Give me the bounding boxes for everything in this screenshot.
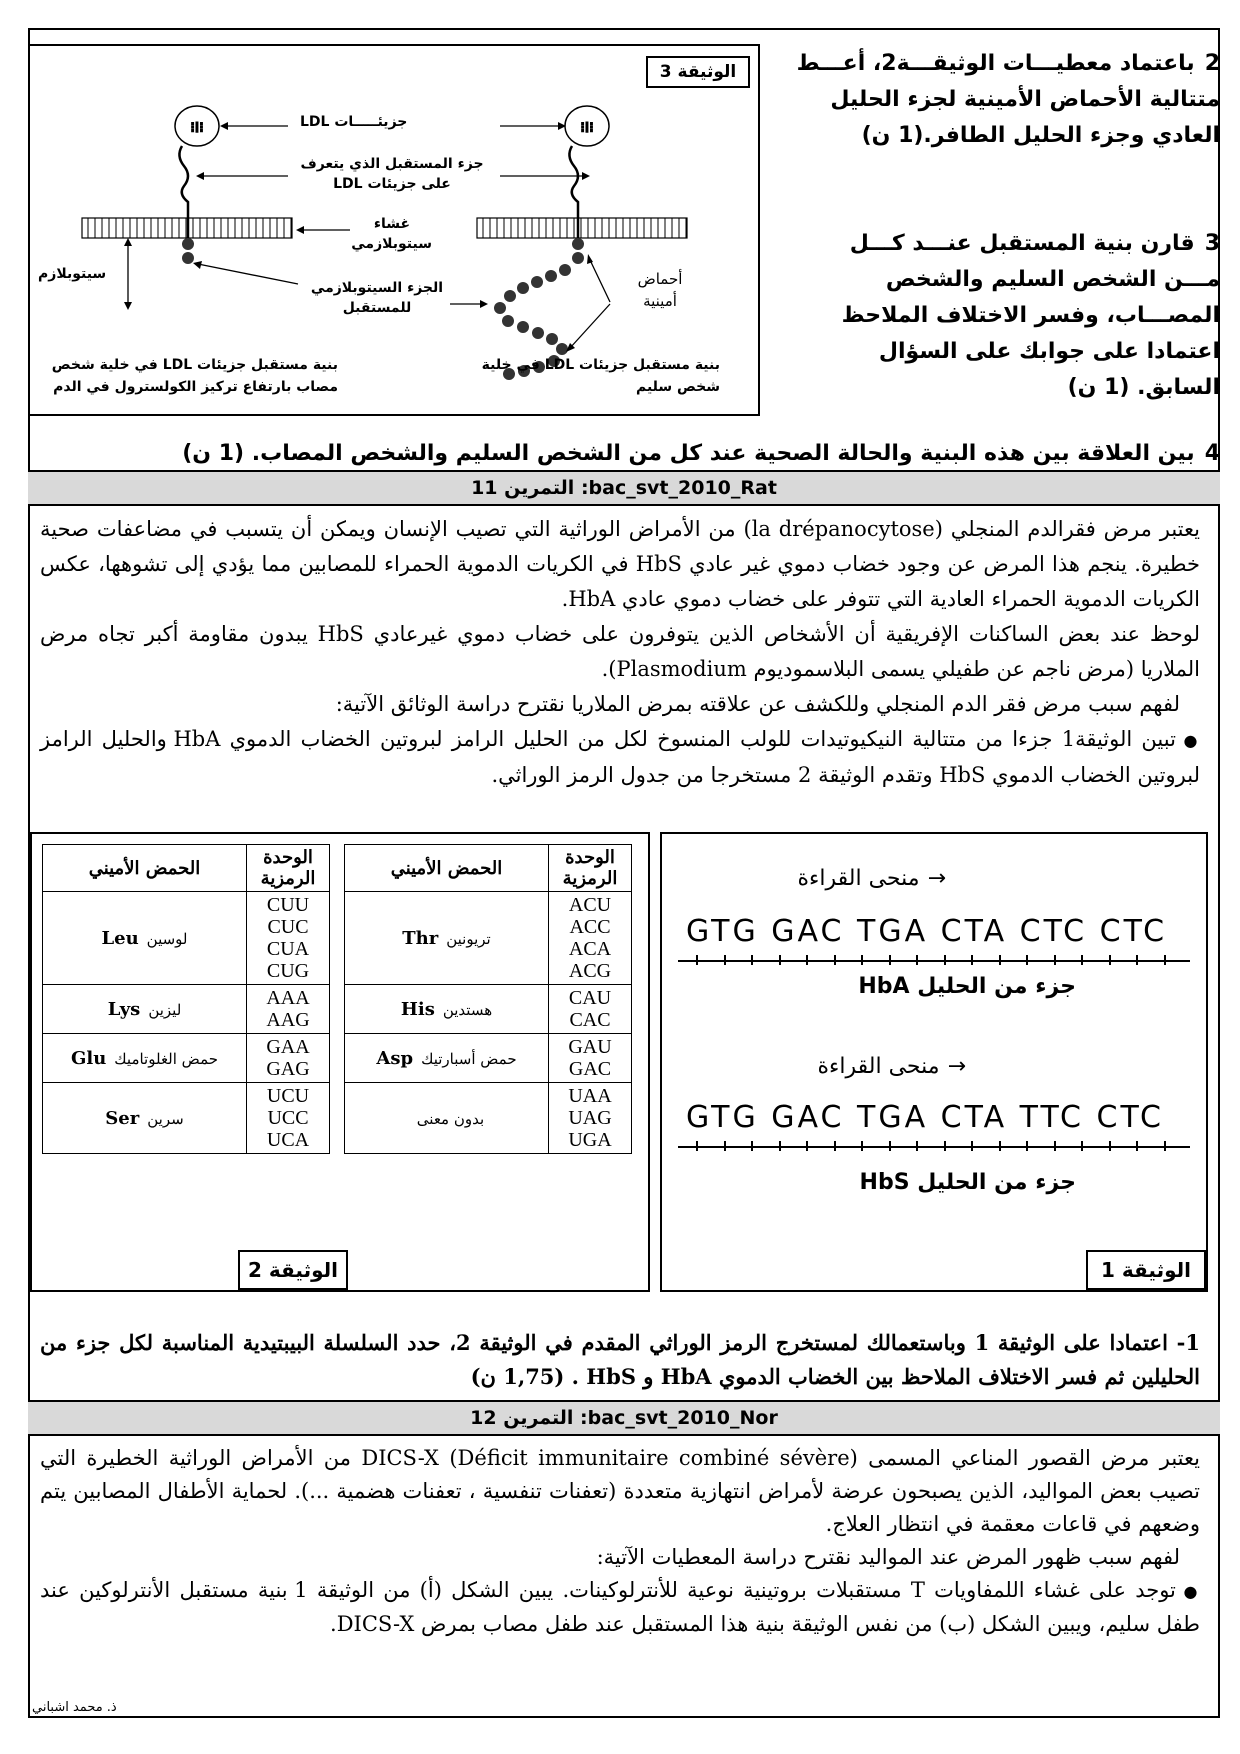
amino-acid-arabic: هستدين [442,1000,493,1019]
amino-acid-beads-left [182,238,194,264]
strand-tick [861,1141,863,1151]
caption-healthy: بنية مستقبل جزيئات LDL في خلية شخص سليم [481,357,720,395]
codon-cell: ACU ACC ACA ACG [549,892,632,985]
sequence-hba: GTG GAC TGA CTA CTC CTC [686,914,1168,949]
cyto-part-label: الجزء السيتوبلازمي للمستقبل [310,280,444,316]
amino-acid-cell [345,1083,549,1154]
strand-tick [751,1141,753,1151]
codon-cell: GAU GAC [549,1034,632,1083]
reading-dir-hba: →منحى القراءة [797,866,946,891]
strand-tick [1109,955,1111,965]
label-hba: جزء من الحليل HbA [858,974,1076,999]
ex11-p3: لفهم سبب مرض فقر الدم المنجلي وللكشف عن علاقته بمرض الملاريا نقترح دراسة الوثائق الآتية: [335,692,1180,716]
codon-row [43,1083,330,1154]
col-codon: الوحدة الرمزية [247,845,330,892]
codon-cell: GAA GAG [247,1034,330,1083]
amino-acid-abbrev: Glu [70,1047,107,1069]
doc3-title-box: الوثيقة 3 [646,56,750,88]
ex12-p1: يعتبر مرض القصور المناعي المسمى DICS-X (Déficit immunitaire combiné sévère) من الأمراض الوراثية الخطيرة التي تصيب بعض المواليد، الذين يصبحون عرضة لأمراض انتهازية متعددة (تعفنات تنفسية ، تعفنات هضمية ...). لحماية الأطفال المصابين يتم وضعهم في قاعات معقمة في انتظار العلاج. [40,1446,1200,1536]
ldl-particle-right [565,106,609,146]
strand-tick [971,955,973,965]
amino-acid-cell [43,892,247,985]
caption-sick: بنية مستقبل جزيئات LDL في خلية شخص مصاب بارتفاع تركيز الكولسترول في الدم [51,357,338,395]
ldl-label: جزيئـــــات LDL [300,114,408,130]
strand-tick [916,1141,918,1151]
strand-tick [779,1141,781,1151]
strand-tick [999,1141,1001,1151]
amino-acid-arabic: ليزين [148,1000,182,1019]
strand-tick [944,955,946,965]
doc2-figure [30,832,650,1292]
ex12-p3: ● توجد على غشاء اللمفاويات T مستقبلات بروتينية نوعية للأنترلوكينات. يبين الشكل (أ) من الوثيقة 1 بنية مستقبل الأنترلوكين عند طفل سليم، ويبين الشكل (ب) من نفس الوثيقة بنية هذا المستقبل عند طفل مصاب بمرض DICS-X. [40,1574,1200,1641]
strand-tick [889,955,891,965]
strand-tick [1164,1141,1166,1151]
strand-tick [1026,955,1028,965]
strand-tick [696,955,698,965]
codon-cell: CUU CUC CUA CUG [247,892,330,985]
question-3: 3قارن بنية المستقبل عنـــد كـــل مـــن الشخص السليم والشخص المصـــاب، وفسر الاختلاف الملاحظ اعتمادا على جوابك على السؤال السابق. (1 ن) [841,231,1220,400]
svg-text:⁝⁞⁝: ⁝⁞⁝ [580,120,594,136]
strand-tick [944,1141,946,1151]
amino-acid-cell [43,1083,247,1154]
amino-acid-abbrev: Ser [105,1107,140,1129]
strand-tick [1026,1141,1028,1151]
amino-acid-cell [345,1034,549,1083]
amino-acid-abbrev: Asp [376,1047,414,1069]
strand-tick [724,955,726,965]
strand-tick [806,955,808,965]
doc2-title-box: الوثيقة 2 [238,1250,348,1290]
codon-cell: AAA AAG [247,985,330,1034]
codon-row [345,892,632,985]
exercise-11-header: التمرين 11 :bac_svt_2010_Rat [28,470,1220,506]
ex11-question-1: 1- اعتمادا على الوثيقة 1 وباستعمالك لمستخرج الرمز الوراثي المقدم في الوثيقة 2، حدد السلسلة البيبتيدية المناسبة لكل جزء من الحليلين ثم فسر الاختلاف الملاحظ بين الخضاب الدموي HbA و HbS . (1,75 ن) [40,1330,1200,1389]
amino-acid-arabic: تريونين [446,929,491,948]
membrane-label: غشاء سيتوبلازمي [351,216,432,252]
strand-tick [1081,1141,1083,1151]
amino-acid-abbrev: Thr [402,927,439,949]
codon-row [345,985,632,1034]
question-2: 2باعتماد معطيـــات الوثيقـــة2، أعـــط متتالية الأحماض الأمينية لجزء الحليل العادي وجزء الحليل الطافر.(1 ن) [796,51,1220,148]
sequence-hbs-strand [678,1146,1190,1148]
strand-tick [1081,955,1083,965]
question-4: 4بين العلاقة بين هذه البنية والحالة الصحية عند كل من الشخص السليم والشخص المصاب. (1 ن) [182,441,1220,466]
col-aa: الحمض الأميني [345,845,549,892]
receptor-part-label: جزء المستقبل الذي يتعرف على جزيئات LDL [300,156,484,192]
strand-tick [889,1141,891,1151]
amino-acid-arabic: حمض الغلوتاميك [114,1049,219,1068]
amino-acid-cell [43,985,247,1034]
reading-dir-hbs: →منحى القراءة [817,1054,966,1079]
doc1-title-box: الوثيقة 1 [1086,1250,1206,1290]
amino-acid-abbrev: Leu [101,927,139,949]
codon-table-left [42,844,330,1154]
ex11-p4: ● تبين الوثيقة1 جزءا من متتالية النيكيوتيدات للولب المنسوخ لكل من الحليل الرامز لبروتين الخضاب الدموي HbA والحليل الرامز لبروتين الخضاب الدموي HbS وتقدم الوثيقة 2 مستخرجا من جدول الرمز الوراثي. [40,722,1200,793]
codon-row [345,1083,632,1154]
doc1-figure [660,832,1208,1292]
strand-tick [806,1141,808,1151]
strand-tick [751,955,753,965]
strand-tick [834,955,836,965]
strand-tick [999,955,1001,965]
ldl-particle-left [175,106,219,146]
strand-tick [861,955,863,965]
codon-row [43,1034,330,1083]
sequence-hba-strand [678,960,1190,962]
col-codon: الوحدة الرمزية [549,845,632,892]
strand-tick [1136,1141,1138,1151]
col-aa: الحمض الأميني [43,845,247,892]
sequence-hbs: GTG GAC TGA CTA TTC CTC [686,1100,1164,1135]
codon-row [43,892,330,985]
codon-row [345,1034,632,1083]
membrane-right [477,218,687,238]
amino-acid-arabic: سرين [147,1109,184,1128]
strand-tick [1054,955,1056,965]
strand-tick [916,955,918,965]
codon-cell: CAU CAC [549,985,632,1034]
ex11-intro [40,512,1200,793]
ex11-p1: يعتبر مرض فقرالدم المنجلي (la drépanocytose) من الأمراض الوراثية التي تصيب الإنسان ويمكن أن يتسبب في مضاعفات صحية خطيرة. ينجم هذا المرض عن وجود خضاب دموي غير عادي HbS في الكريات الدموية الحمراء للمصابين مما يؤدي إلى تشوهها، عكس الكريات الدموية الحمراء العادية التي تتوفر على خضاب دموي عادي HbA. [40,517,1200,611]
strand-tick [1136,955,1138,965]
amino-acid-abbrev: His [400,998,435,1020]
ex11-p2: لوحظ عند بعض الساكنات الإفريقية أن الأشخاص الذين يتوفرون على خضاب دموي غيرعادي HbS يبدون مقاومة أكبر تجاه مرض الملاريا (مرض ناجم عن طفيلي يسمى البلاسموديوم Plasmodium). [40,622,1200,681]
exercise-12-header: التمرين 12 :bac_svt_2010_Nor [28,1400,1220,1436]
codon-cell: UAA UAG UGA [549,1083,632,1154]
svg-text:⁝⁞⁝: ⁝⁞⁝ [190,120,204,136]
strand-tick [1164,955,1166,965]
amino-acid-abbrev: Lys [107,998,141,1020]
strand-tick [834,1141,836,1151]
codon-row [43,985,330,1034]
ex12-intro [40,1442,1200,1641]
strand-tick [696,1141,698,1151]
doc3-figure [28,44,760,416]
amino-acid-arabic: بدون معنى [416,1109,485,1128]
codon-table-right [344,844,632,1154]
amino-acid-cell [43,1034,247,1083]
amino-acid-cell [345,985,549,1034]
ex12-p2: لفهم سبب ظهور المرض عند المواليد نقترح دراسة المعطيات الآتية: [596,1545,1180,1569]
label-hbs: جزء من الحليل HbS [859,1170,1076,1195]
amino-acid-label: أحماض أمينية [637,270,683,310]
cytoplasm-label: سيتوبلازم [38,266,107,282]
amino-acid-cell [345,892,549,985]
codon-cell: UCU UCC UCA [247,1083,330,1154]
strand-tick [724,1141,726,1151]
amino-acid-arabic: لوسين [146,929,188,948]
footer-author: ذ. محمد اشباني [32,1700,117,1715]
strand-tick [779,955,781,965]
strand-tick [1109,1141,1111,1151]
strand-tick [1054,1141,1056,1151]
strand-tick [971,1141,973,1151]
amino-acid-arabic: حمض أسبارتيك [421,1049,517,1068]
